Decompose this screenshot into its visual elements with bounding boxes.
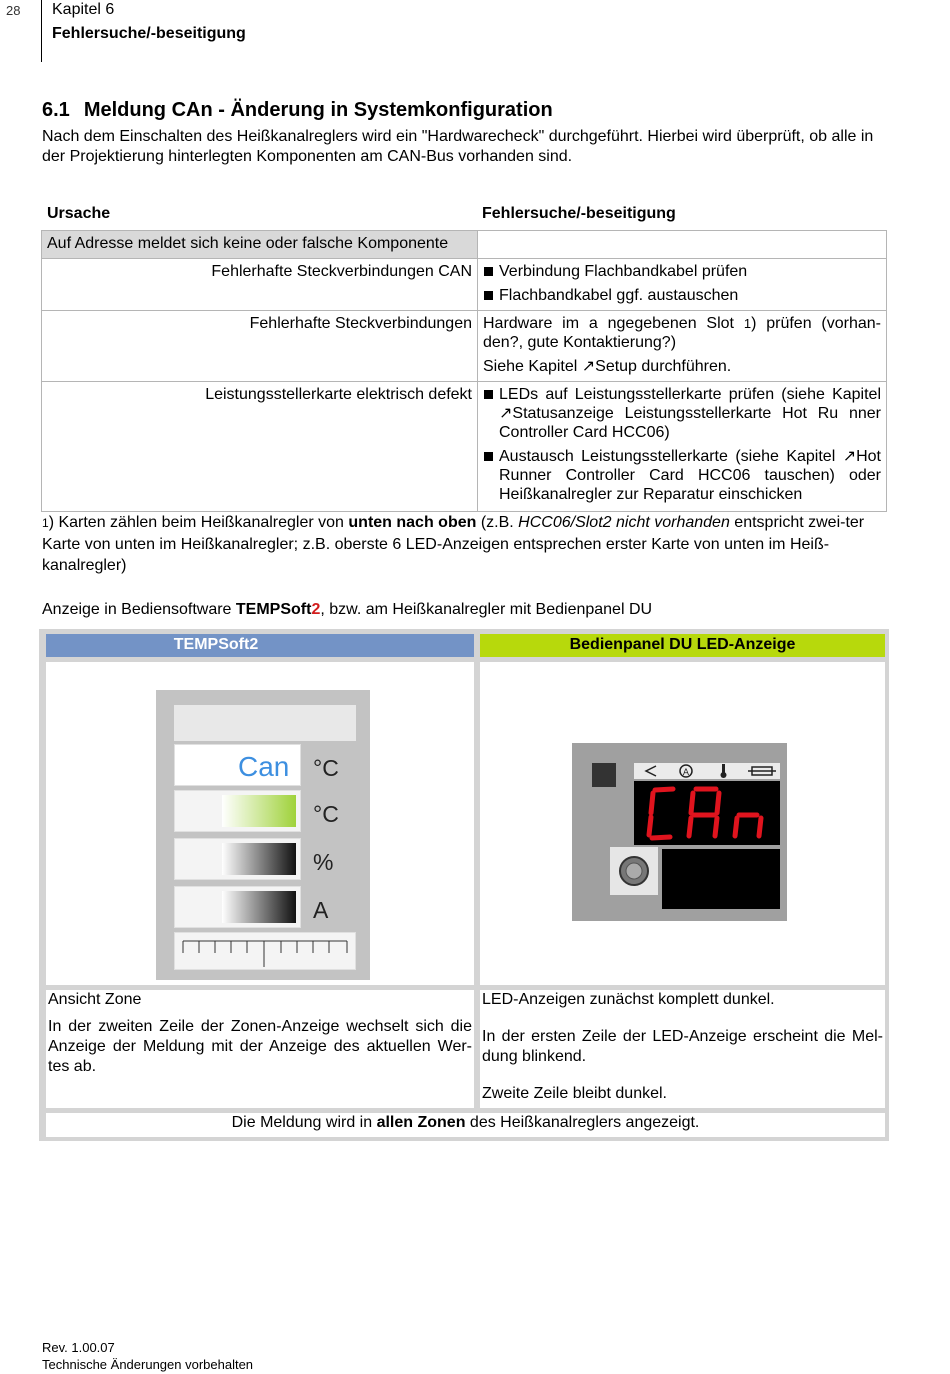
bullet-square-icon	[484, 452, 493, 461]
footnote-marker: 1	[42, 516, 49, 530]
display-intro-text: Anzeige in Bediensoftware	[42, 601, 236, 618]
list-item	[483, 447, 881, 504]
table-row	[42, 382, 887, 512]
unit-label: A	[313, 897, 329, 923]
list-item-text: Austausch Leistungsstellerkarte (siehe Kapitel ↗Hot Runner Controller Card HCC06 tauschen) oder Heißkanalregler zur Reparatur einschicken	[499, 448, 881, 503]
footer-note: Technische Änderungen vorbehalten	[42, 1357, 254, 1372]
display-intro	[42, 600, 652, 620]
section-heading	[42, 98, 553, 123]
zone-scale	[174, 932, 356, 970]
footnote	[42, 512, 888, 576]
table-row	[42, 311, 887, 382]
chapter-title: Fehlersuche/-beseitigung	[52, 25, 246, 42]
led-description	[480, 990, 885, 1108]
zone-name-field	[174, 705, 356, 741]
footnote-text: entspricht zwei-ter Karte von unten im Heißkanalregler; z.B. oberste 6 LED-Anzeigen entsprechen erster Karte von unten im Heiß-kanalregler)	[42, 514, 865, 574]
can-message: Can	[238, 751, 290, 782]
arrow-link-icon: ↗	[581, 358, 596, 375]
column-header-cause: Ursache	[47, 205, 111, 222]
note-text: Die Meldung wird in	[231, 1114, 377, 1131]
footnote-bold: unten nach oben	[348, 514, 477, 531]
current-bar	[222, 891, 296, 923]
remedy-cell	[478, 259, 887, 311]
brand-name: TEMPSoft	[235, 601, 312, 618]
section-number: 6.1	[42, 99, 70, 121]
zone-view-description	[46, 990, 474, 1108]
unit-label: °C	[313, 755, 339, 781]
bullet-square-icon	[484, 291, 493, 300]
list-item-text: LEDs auf Leistungsstellerkarte prüfen (siehe Kapitel ↗Statusanzeige Leistungsstellerkarte Hot Ru nner Controller Card HCC06)	[499, 386, 881, 441]
display-intro-text: , bzw. am Heißkanalregler mit Bedienpanel DU	[320, 601, 653, 618]
temperature-bar	[222, 795, 296, 827]
footnote-ref: 1	[743, 316, 752, 331]
footnote-italic: HCC06/Slot2 nicht vorhanden	[518, 514, 730, 531]
led-text: CAn	[707, 841, 709, 842]
led-row-2	[662, 849, 780, 909]
see-prefix: Siehe Kapitel	[483, 358, 582, 375]
bullet-square-icon	[484, 390, 493, 399]
list-item-text: Verbindung Flachbandkabel prüfen	[499, 263, 748, 280]
power-bar	[222, 843, 296, 875]
zone-view-title: Ansicht Zone	[48, 991, 142, 1008]
page-number: 28	[6, 3, 21, 18]
du-panel-graphic	[572, 743, 787, 921]
footer-revision: Rev. 1.00.07	[42, 1340, 115, 1355]
unit-label: °C	[313, 801, 339, 827]
group-remedy	[478, 231, 887, 259]
section-title: Meldung CAn - Änderung in Systemkonfiguration	[83, 99, 553, 121]
cause-remedy-table	[41, 230, 887, 512]
list-item	[483, 286, 881, 305]
brand-number: 2	[311, 601, 321, 618]
led-text-2: In der ersten Zeile der LED-Anzeige erscheint die Mel-dung blinkend.	[482, 1028, 883, 1065]
intro-paragraph: Nach dem Einschalten des Heißkanalreglers wird ein "Hardwarecheck" durchgeführt. Hierbei wird überprüft, ob alle in der Projektierung hinterlegten Komponenten am CAN-Bus vorhanden sind.	[42, 128, 874, 165]
du-led-panel	[572, 743, 787, 921]
unit-label: %	[313, 849, 334, 875]
header-divider	[41, 0, 42, 62]
all-zones-note	[46, 1113, 885, 1137]
tempsoft-header-label: TEMPSoft2	[173, 636, 259, 653]
list-item	[483, 385, 881, 442]
led-text-3: Zweite Zeile bleibt dunkel.	[482, 1085, 667, 1102]
table-row	[42, 259, 887, 311]
chapter-label: Kapitel 6	[52, 1, 115, 18]
scale-ticks-icon	[175, 933, 357, 971]
du-header: Bedienpanel DU LED-Anzeige	[480, 634, 885, 657]
note-text: des Heißkanalreglers angezeigt.	[465, 1114, 700, 1131]
see-chapter	[483, 357, 881, 376]
remedy-text-part: Hardware im a ngegebenen Slot	[483, 315, 744, 332]
remedy-text-part: ) prüfen (vorhan-den?, gute Kontaktierung?)	[483, 315, 882, 351]
tempsoft-header	[46, 634, 474, 657]
remedy-cell	[478, 311, 887, 382]
note-bold: allen Zonen	[376, 1114, 466, 1131]
list-item	[483, 262, 881, 281]
column-header-remedy: Fehlersuche/-beseitigung	[482, 205, 676, 222]
svg-text:A: A	[682, 768, 690, 778]
cause-cell: Leistungsstellerkarte elektrisch defekt	[42, 382, 478, 512]
remedy-text	[483, 314, 881, 352]
bullet-square-icon	[484, 267, 493, 276]
remedy-cell	[478, 382, 887, 512]
status-square-icon	[592, 763, 616, 787]
group-cause: Auf Adresse meldet sich keine oder falsche Komponente	[42, 231, 478, 259]
led-text-1: LED-Anzeigen zunächst komplett dunkel.	[482, 991, 775, 1008]
cause-cell: Fehlerhafte Steckverbindungen CAN	[42, 259, 478, 311]
footnote-text: ) Karten zählen beim Heißkanalregler von	[48, 514, 349, 531]
footnote-text: (z.B.	[476, 514, 519, 531]
table-row	[42, 231, 887, 259]
list-item-text: Flachbandkabel ggf. austauschen	[499, 287, 739, 304]
zone-view-text: In der zweiten Zeile der Zonen-Anzeige wechselt sich die Anzeige der Meldung mit der Anzeige des aktuellen Wer-tes ab.	[48, 1018, 472, 1075]
cause-cell: Fehlerhafte Steckverbindungen	[42, 311, 478, 382]
chapter-link[interactable]: Setup durchführen.	[595, 358, 732, 375]
